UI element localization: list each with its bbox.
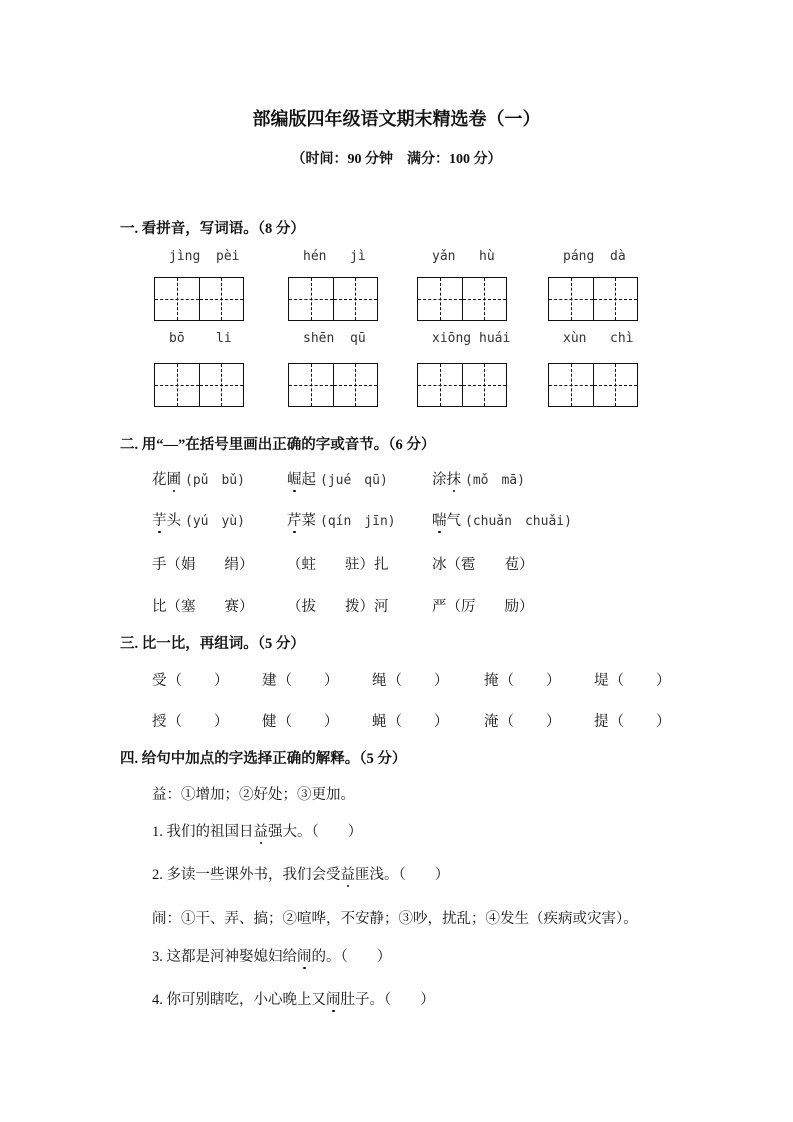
compare-item: 提（ ） bbox=[594, 714, 672, 730]
pinyin-options: (qín jīn) bbox=[320, 514, 396, 529]
definition-nao: 闹：①干、弄、搞；②喧哗，不安静；③吵，扰乱；④发生（疾病或灾害）。 bbox=[152, 911, 638, 927]
grid-cell bbox=[333, 278, 378, 320]
word-text: 头 bbox=[166, 513, 181, 529]
choice-item bbox=[287, 509, 396, 530]
dotted-char: 闹 bbox=[297, 949, 312, 965]
word-text: 涂 bbox=[432, 472, 447, 488]
char-choice-item: （蛀 驻）扎 bbox=[287, 557, 389, 573]
compare-item: 掩（ ） bbox=[484, 673, 562, 689]
choice-item bbox=[152, 468, 245, 489]
pinyin-label: jì bbox=[350, 249, 366, 264]
question-text: 的。（ ） bbox=[311, 949, 392, 965]
pinyin-options: (pǔ bǔ) bbox=[185, 473, 245, 488]
grid-cell bbox=[199, 364, 244, 406]
compare-item: 受（ ） bbox=[152, 673, 230, 689]
question-text: 肚子。（ ） bbox=[340, 992, 435, 1008]
exam-info: （时间：90 分钟 满分：100 分） bbox=[291, 152, 502, 167]
question-text: 匪浅。（ ） bbox=[355, 867, 450, 883]
choice-item bbox=[287, 468, 388, 489]
question-3 bbox=[152, 945, 391, 966]
question-4 bbox=[152, 988, 435, 1009]
section4-heading: 四. 给句中加点的字选择正确的解释。（5 分） bbox=[120, 751, 407, 767]
choice-item bbox=[152, 509, 245, 530]
writing-grid[interactable] bbox=[548, 363, 638, 407]
char-choice-item: 比（塞 赛） bbox=[152, 599, 254, 615]
writing-grid[interactable] bbox=[154, 277, 244, 321]
grid-cell bbox=[593, 364, 638, 406]
dotted-char: 益 bbox=[253, 824, 268, 840]
pinyin-options: (yú yù) bbox=[185, 514, 245, 529]
char-choice-item: 冰（雹 苞） bbox=[432, 557, 534, 573]
writing-grid[interactable] bbox=[288, 363, 378, 407]
pinyin-label: chì bbox=[610, 331, 634, 346]
pinyin-label: dà bbox=[610, 249, 626, 264]
word-text: 菜 bbox=[301, 513, 316, 529]
section3-heading: 三. 比一比，再组词。（5 分） bbox=[120, 636, 305, 652]
section2-heading: 二. 用“—”在括号里画出正确的字或音节。（6 分） bbox=[120, 437, 436, 453]
question-1 bbox=[152, 820, 362, 841]
page-title: 部编版四年级语文期末精选卷（一） bbox=[252, 109, 541, 129]
grid-cell bbox=[199, 278, 244, 320]
pinyin-label: shēn bbox=[303, 331, 335, 346]
grid-cell bbox=[462, 278, 507, 320]
dotted-char: 芋 bbox=[152, 513, 167, 529]
grid-cell bbox=[289, 278, 333, 320]
section1-heading: 一. 看拼音，写词语。（8 分） bbox=[120, 221, 305, 237]
word-text: 起 bbox=[301, 472, 316, 488]
grid-cell bbox=[549, 364, 593, 406]
pinyin-label: li bbox=[216, 331, 232, 346]
compare-item: 授（ ） bbox=[152, 714, 230, 730]
grid-cell bbox=[549, 278, 593, 320]
pinyin-label: hù bbox=[479, 249, 495, 264]
dotted-char: 抹 bbox=[446, 472, 461, 488]
pinyin-label: pèi bbox=[216, 249, 240, 264]
grid-cell bbox=[333, 364, 378, 406]
pinyin-label: bō bbox=[169, 331, 185, 346]
compare-item: 健（ ） bbox=[262, 714, 340, 730]
word-text: 花 bbox=[152, 472, 167, 488]
pinyin-label: páng bbox=[563, 249, 595, 264]
question-text: 4. 你可别瞎吃，小心晚上又 bbox=[152, 992, 326, 1008]
pinyin-label: yǎn bbox=[432, 249, 456, 264]
pinyin-label: qū bbox=[350, 331, 366, 346]
grid-cell bbox=[418, 278, 462, 320]
pinyin-label: hén bbox=[303, 249, 327, 264]
compare-item: 淹（ ） bbox=[484, 714, 562, 730]
pinyin-label: xùn bbox=[563, 331, 587, 346]
pinyin-label: huái bbox=[479, 331, 511, 346]
grid-cell bbox=[155, 364, 199, 406]
choice-item bbox=[432, 509, 572, 530]
grid-cell bbox=[289, 364, 333, 406]
word-text: 气 bbox=[446, 513, 461, 529]
dotted-char: 圃 bbox=[166, 472, 181, 488]
dotted-char: 喘 bbox=[432, 513, 447, 529]
pinyin-options: (mǒ mā) bbox=[465, 473, 525, 488]
dotted-char: 益 bbox=[340, 867, 355, 883]
compare-item: 绳（ ） bbox=[372, 673, 450, 689]
question-text: 2. 多读一些课外书，我们会受 bbox=[152, 867, 341, 883]
grid-cell bbox=[155, 278, 199, 320]
dotted-char: 崛 bbox=[287, 472, 302, 488]
char-choice-item: （拔 拨）河 bbox=[287, 599, 389, 615]
dotted-char: 芹 bbox=[287, 513, 302, 529]
writing-grid[interactable] bbox=[417, 277, 507, 321]
grid-cell bbox=[462, 364, 507, 406]
grid-cell bbox=[593, 278, 638, 320]
grid-cell bbox=[418, 364, 462, 406]
dotted-char: 闹 bbox=[326, 992, 341, 1008]
choice-item bbox=[432, 468, 525, 489]
definition-yi: 益：①增加；②好处；③更加。 bbox=[152, 787, 355, 803]
writing-grid[interactable] bbox=[288, 277, 378, 321]
char-choice-item: 手（娟 绢） bbox=[152, 557, 254, 573]
question-text: 3. 这都是河神娶媳妇给 bbox=[152, 949, 297, 965]
compare-item: 蝇（ ） bbox=[372, 714, 450, 730]
question-text: 强大。（ ） bbox=[268, 824, 363, 840]
writing-grid[interactable] bbox=[154, 363, 244, 407]
compare-item: 建（ ） bbox=[262, 673, 340, 689]
compare-item: 堤（ ） bbox=[594, 673, 672, 689]
writing-grid[interactable] bbox=[548, 277, 638, 321]
pinyin-label: jìng bbox=[169, 249, 201, 264]
pinyin-label: xiōng bbox=[432, 331, 472, 346]
char-choice-item: 严（厉 励） bbox=[432, 599, 534, 615]
writing-grid[interactable] bbox=[417, 363, 507, 407]
question-text: 1. 我们的祖国日 bbox=[152, 824, 254, 840]
pinyin-options: (chuǎn chuǎi) bbox=[465, 514, 572, 529]
question-2 bbox=[152, 863, 449, 884]
pinyin-options: (jué qū) bbox=[320, 473, 388, 488]
